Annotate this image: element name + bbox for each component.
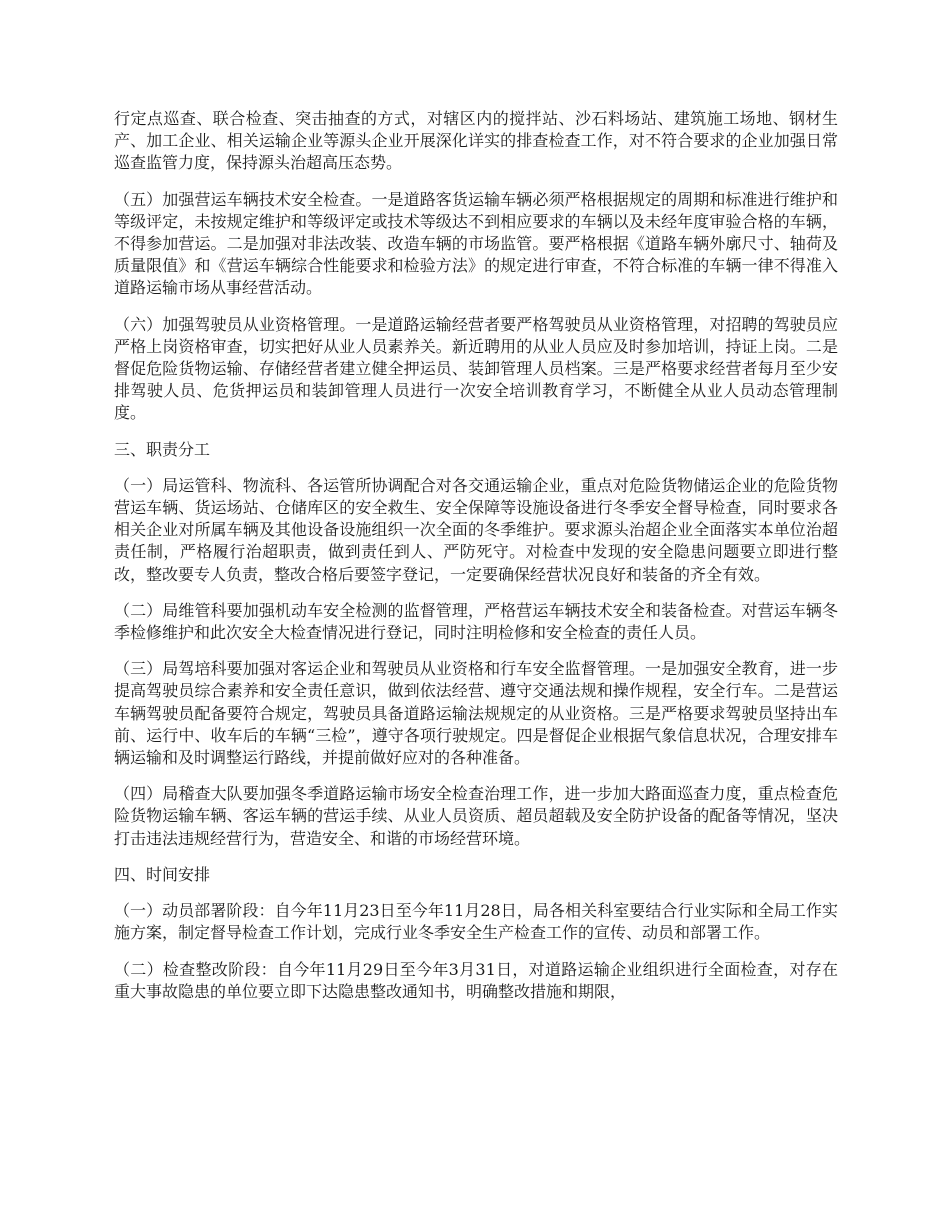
section-heading-schedule: 四、时间安排 — [114, 864, 211, 884]
paragraph-source-inspection: 行定点巡查、联合检查、突击抽查的方式，对辖区内的搅拌站、沙石料场站、建筑施工场地、钢材生产、加工企业、相关运输企业等源头企业开展深化详实的排查检查工作，对不符合要求的企业加强日常巡查监管力度，保持源头治超高压态势。 — [114, 109, 838, 173]
document-page — [114, 108, 838, 1017]
paragraph-responsibility-3: （三）局驾培科要加强对客运企业和驾驶员从业资格和行车安全监督管理。一是加强安全教育，进一步提高驾驶员综合素养和安全责任意识，做到依法经营、遵守交通法规和操作规程，安全行车。二是营运车辆驾驶员配备要符合规定，驾驶员具备道路运输法规规定的从业资格。三是严格要求驾驶员坚持出车前、运行中、收车后的车辆“三检”，遵守各项行驶规定。四是督促企业根据气象信息状况，合理安排车辆运输和及时调整运行路线，并提前做好应对的各种准备。 — [114, 659, 838, 768]
paragraph-responsibility-2: （二）局维管科要加强机动车安全检测的监督管理，严格营运车辆技术安全和装备检查。对营运车辆冬季检修维护和此次安全大检查情况进行登记，同时注明检修和安全检查的责任人员。 — [114, 600, 838, 643]
paragraph-driver-qualification: （六）加强驾驶员从业资格管理。一是道路运输经营者要严格驾驶员从业资格管理，对招聘的驾驶员应严格上岗资格审查，切实把好从业人员素养关。新近聘用的从业人员应及时参加培训，持证上岗。二是督促危险货物运输、存储经营者建立健全押运员、装卸管理人员档案。三是严格要求经营者每月至少安排驾驶人员、危货押运员和装卸管理人员进行一次安全培训教育学习，不断健全从业人员动态管理制度。 — [114, 314, 838, 423]
paragraph-responsibility-4: （四）局稽查大队要加强冬季道路运输市场安全检查治理工作，进一步加大路面巡查力度，重点检查危险货物运输车辆、客运车辆的营运手续、从业人员资质、超员超载及安全防护设备的配备等情况，坚决打击违法违规经营行为，营造安全、和谐的市场经营环境。 — [114, 784, 838, 848]
paragraph-vehicle-safety-check: （五）加强营运车辆技术安全检查。一是道路客货运输车辆必须严格根据规定的周期和标准进行维护和等级评定，未按规定维护和等级评定或技术等级达不到相应要求的车辆以及未经年度审验合格的车辆，不得参加营运。二是加强对非法改装、改造车辆的市场监管。要严格根据《道路车辆外廓尺寸、轴荷及质量限值》和《营运车辆综合性能要求和检验方法》的规定进行审查，不符合标准的车辆一律不得准入道路运输市场从事经营活动。 — [114, 189, 838, 298]
paragraph-schedule-1: （一）动员部署阶段：自今年11月23日至今年11月28日，局各相关科室要结合行业实际和全局工作实施方案，制定督导检查工作计划，完成行业冬季安全生产检查工作的宣传、动员和部署工作。 — [114, 901, 838, 943]
paragraph-schedule-2: （二）检查整改阶段：自今年11月29日至今年3月31日，对道路运输企业组织进行全面检查，对存在重大事故隐患的单位要立即下达隐患整改通知书，明确整改措施和期限， — [114, 959, 838, 1001]
section-heading-responsibilities: 三、职责分工 — [114, 439, 211, 459]
paragraph-responsibility-1: （一）局运管科、物流科、各运管所协调配合对各交通运输企业，重点对危险货物储运企业的危险货物营运车辆、货运场站、仓储库区的安全救生、安全保障等设施设备进行冬季安全督导检查，同时要求各相关企业对所属车辆及其他设备设施组织一次全面的冬季维护。要求源头治超企业全面落实本单位治超责任制，严格履行治超职责，做到责任到人、严防死守。对检查中发现的安全隐患问题要立即进行整改，整改要专人负责，整改合格后要签字登记，一定要确保经营状况良好和装备的齐全有效。 — [114, 475, 838, 584]
